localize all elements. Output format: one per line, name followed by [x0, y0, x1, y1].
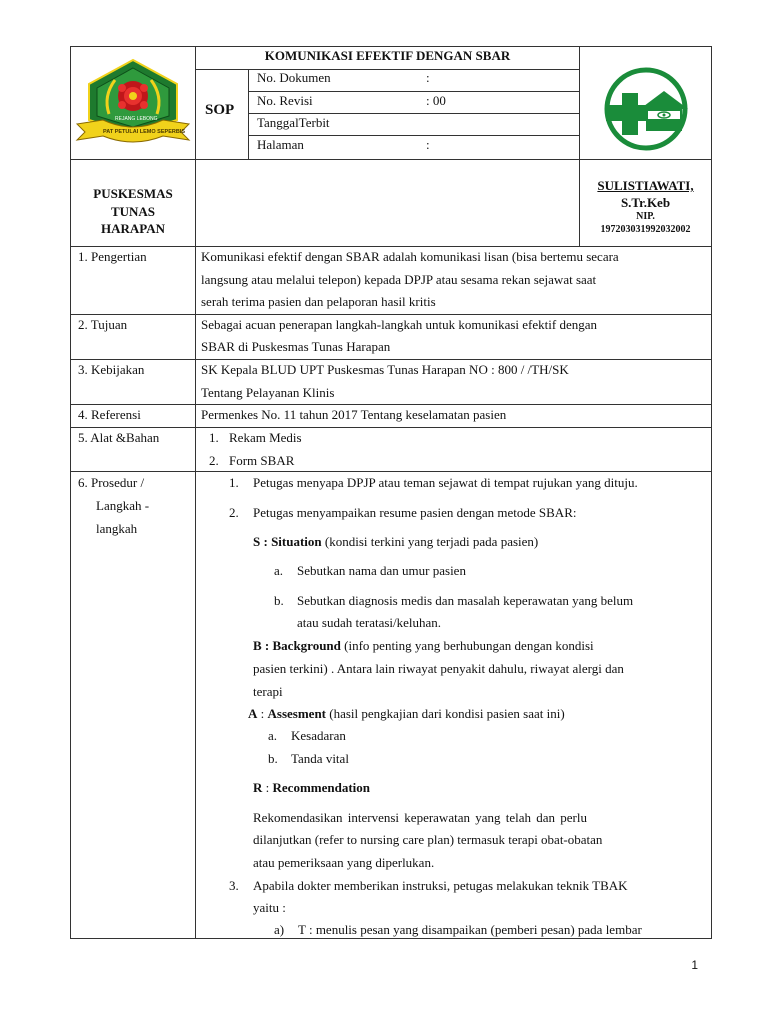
recommendation-line-1: Rekomendasikan intervensi keperawatan yang telah dan perlu: [253, 810, 587, 825]
document-title: KOMUNIKASI EFEKTIF DENGAN SBAR: [264, 48, 511, 63]
step-3-line-1: Apabila dokter memberikan instruksi, petugas melakukan teknik TBAK: [253, 878, 628, 893]
doc-row-value-4: :: [426, 137, 430, 152]
assesment-item-b: Tanda vital: [291, 751, 349, 766]
pengertian-line-3: serah terima pasien dan pelaporan hasil kritis: [201, 294, 436, 309]
table-border-left: [70, 46, 71, 939]
background-desc: (info penting yang berhubungan dengan kondisi: [340, 638, 594, 653]
table-border-bottom: [70, 938, 712, 939]
step-2-num: 2.: [229, 505, 239, 520]
signer-nip-label: NIP.: [636, 211, 655, 222]
docrow-line-1: [248, 91, 580, 92]
org-name-line-2: TUNAS: [110, 204, 156, 219]
recommendation-label: Recommendation: [272, 780, 371, 795]
step-2-text: Petugas menyampaikan resume pasien dengan metode SBAR:: [253, 505, 577, 520]
referensi-line-1: Permenkes No. 11 tahun 2017 Tentang keselamatan pasien: [201, 407, 507, 422]
background-line-2: terapi: [253, 684, 283, 699]
label-referensi: 4. Referensi: [78, 407, 141, 422]
assesment-key: A: [248, 706, 258, 721]
alat-item-1: Rekam Medis: [229, 430, 302, 445]
tbak-item-num-a: a): [274, 922, 285, 937]
emblem-top-text: REJANG LEBONG: [115, 116, 158, 122]
body-divider: [195, 246, 196, 939]
docrow-line-3: [248, 135, 580, 136]
assesment-heading: [248, 706, 565, 722]
assesment-item-num-b: b.: [268, 751, 278, 766]
tbak-item-a: T : menulis pesan yang disampaikan (pemberi pesan) pada lembar: [298, 922, 642, 937]
situation-item-b-line-2: atau sudah teratasi/keluhan.: [297, 615, 442, 630]
step-3-num: 3.: [229, 878, 239, 893]
header-divider-sop: [248, 69, 249, 159]
row-line-pengertian: [70, 314, 712, 315]
table-border-right: [711, 46, 712, 939]
situation-item-num-a: a.: [274, 563, 284, 578]
docrow-line-2: [248, 113, 580, 114]
situation-item-b-line-1: Sebutkan diagnosis medis dan masalah keperawatan yang belum: [297, 593, 634, 608]
header-mid-line: [70, 159, 712, 160]
label-tujuan: 2. Tujuan: [78, 317, 128, 332]
doc-row-label-3: TanggalTerbit: [257, 115, 330, 130]
emblem-ribbon-text: PAT PETULAI LEMO SEPERBIS: [103, 129, 185, 135]
assesment-label: Assesment: [267, 706, 327, 721]
background-label: B : Background: [253, 638, 341, 653]
recommendation-line-2: dilanjutkan (refer to nursing care plan) termasuk terapi obat-obatan: [253, 832, 603, 847]
situation-desc: (kondisi terkini yang terjadi pada pasien): [321, 534, 539, 549]
alat-item-num-2: 2.: [209, 453, 219, 468]
kebijakan-line-2: Tentang Pelayanan Klinis: [201, 385, 335, 400]
situation-label: Situation: [271, 534, 322, 549]
doc-row-value-2: : 00: [426, 93, 446, 108]
row-line-alat: [70, 471, 712, 472]
title-underline: [195, 69, 580, 70]
tujuan-line-2: SBAR di Puskesmas Tunas Harapan: [201, 339, 391, 354]
doc-row-label-1: No. Dokumen: [257, 70, 331, 85]
label-alat-bahan: 5. Alat &Bahan: [78, 430, 160, 445]
label-prosedur-1: 6. Prosedur /: [78, 475, 145, 490]
label-kebijakan: 3. Kebijakan: [78, 362, 145, 377]
row-line-referensi: [70, 427, 712, 428]
recommendation-sep: :: [262, 780, 273, 795]
doc-row-label-4: Halaman: [257, 137, 304, 152]
doc-row-label-2: No. Revisi: [257, 93, 313, 108]
step-1-text: Petugas menyapa DPJP atau teman sejawat di tempat rujukan yang dituju.: [253, 475, 638, 490]
rejang-lebong-regency-emblem-icon: [73, 56, 193, 148]
org-name-line-1: PUSKESMAS: [93, 186, 173, 201]
pengertian-line-1: Komunikasi efektif dengan SBAR adalah komunikasi lisan (bisa bertemu secara: [201, 249, 619, 264]
situation-item-a: Sebutkan nama dan umur pasien: [297, 563, 466, 578]
situation-item-num-b: b.: [274, 593, 284, 608]
signer-nip: 197203031992032002: [600, 224, 691, 235]
assesment-sep: :: [257, 706, 268, 721]
alat-item-num-1: 1.: [209, 430, 219, 445]
puskesmas-cross-logo-icon: [594, 67, 698, 151]
label-pengertian: 1. Pengertian: [78, 249, 147, 264]
doc-row-value-1: :: [426, 70, 430, 85]
header-bottom-line: [70, 246, 712, 247]
signer-title: S.Tr.Keb: [620, 195, 671, 210]
background-line-1: pasien terkini) . Antara lain riwayat penyakit dahulu, riwayat alergi dan: [253, 661, 624, 676]
row-line-kebijakan: [70, 404, 712, 405]
row-line-tujuan: [70, 359, 712, 360]
alat-item-2: Form SBAR: [229, 453, 295, 468]
label-prosedur-2: Langkah -: [96, 498, 150, 513]
step-3-line-2: yaitu :: [253, 900, 286, 915]
step-1-num: 1.: [229, 475, 239, 490]
sop-label: SOP: [205, 102, 235, 118]
recommendation-line-3: atau pemeriksaan yang diperlukan.: [253, 855, 435, 870]
org-name-line-3: HARAPAN: [100, 221, 166, 236]
label-prosedur-3: langkah: [96, 521, 138, 536]
assesment-item-a: Kesadaran: [291, 728, 346, 743]
tujuan-line-1: Sebagai acuan penerapan langkah-langkah untuk komunikasi efektif dengan: [201, 317, 597, 332]
recommendation-heading: [253, 780, 370, 796]
recommendation-key: R: [253, 780, 263, 795]
pengertian-line-2: langsung atau melalui telepon) kepada DPJP atau sesama rekan sejawat saat: [201, 272, 597, 287]
page-number: 1: [691, 958, 698, 972]
background-heading: [253, 638, 594, 654]
kebijakan-line-1: SK Kepala BLUD UPT Puskesmas Tunas Harapan NO : 800 / /TH/SK: [201, 362, 569, 377]
situation-key: S :: [253, 534, 272, 549]
assesment-item-num-a: a.: [268, 728, 278, 743]
signer-name: SULISTIAWATI,: [597, 178, 694, 193]
assesment-desc: (hasil pengkajian dari kondisi pasien saat ini): [326, 706, 565, 721]
situation-heading: [253, 534, 538, 550]
